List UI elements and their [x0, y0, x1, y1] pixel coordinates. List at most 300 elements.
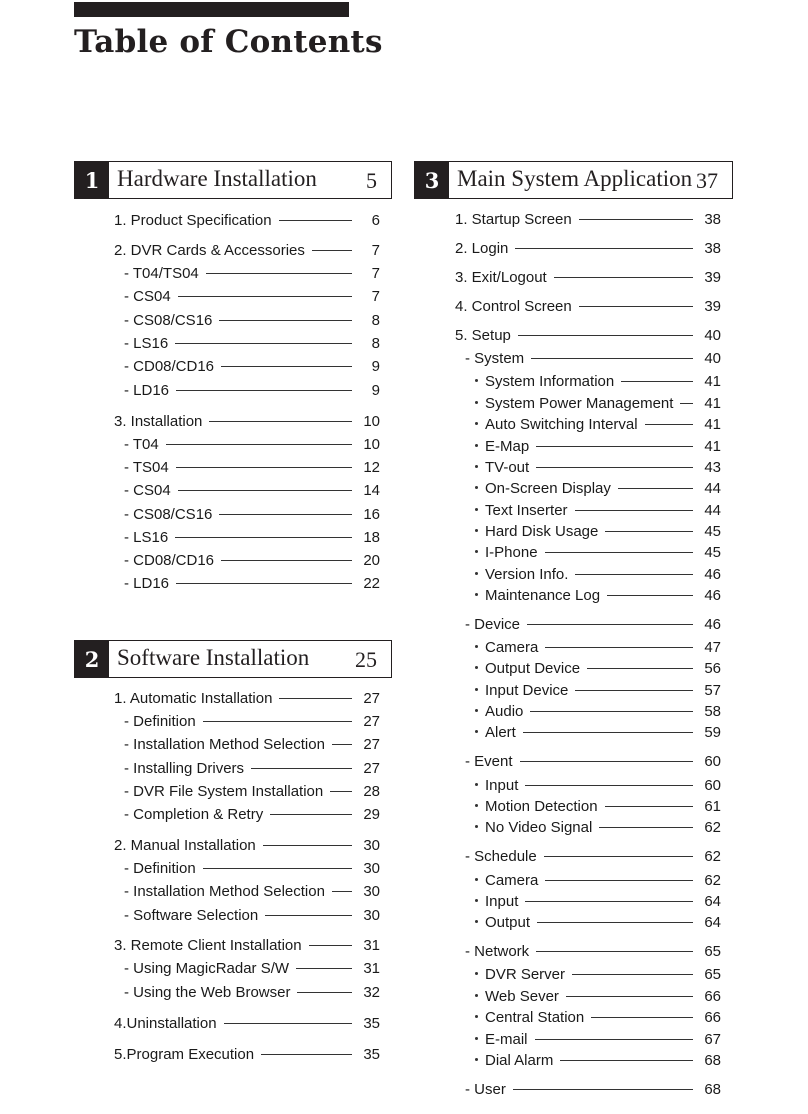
section-page: 25: [355, 647, 377, 672]
toc-entry-page: 40: [704, 349, 721, 367]
toc-entry-text: Input: [485, 892, 519, 910]
toc-entry-text: 2. DVR Cards & Accessories: [114, 241, 305, 259]
toc-entry-page: 6: [371, 211, 380, 229]
toc-entry-text: 3. Installation: [114, 412, 203, 430]
toc-entry[interactable]: [465, 846, 721, 866]
toc-entry-page: 30: [363, 859, 380, 877]
toc-entry-text: - Using the Web Browser: [124, 983, 291, 1001]
toc-entry[interactable]: [475, 817, 721, 837]
toc-entry-page: 46: [704, 565, 721, 583]
toc-entry-page: 44: [704, 501, 721, 519]
toc-entry-text: - Definition: [124, 859, 196, 877]
leader-line: [332, 891, 352, 892]
leader-line: [575, 574, 693, 575]
toc-entry-text: - Event: [465, 752, 513, 770]
toc-entry[interactable]: [124, 881, 380, 901]
toc-entry-page: 47: [704, 638, 721, 656]
toc-entry[interactable]: [475, 564, 721, 584]
toc-entry[interactable]: [455, 267, 721, 287]
toc-entry[interactable]: [124, 734, 380, 754]
toc-entry-text: Output: [485, 913, 531, 931]
toc-entry-page: 41: [704, 372, 721, 390]
leader-line: [515, 248, 693, 249]
toc-entry-label: [124, 713, 196, 730]
toc-entry[interactable]: [475, 775, 721, 795]
toc-entry-page: 59: [704, 723, 721, 741]
toc-entry-text: - Schedule: [465, 847, 537, 865]
toc-entry-label: [124, 760, 244, 777]
toc-entry[interactable]: [114, 1044, 380, 1064]
toc-entry[interactable]: [455, 296, 721, 316]
toc-entry-label: [475, 914, 530, 931]
leader-line: [265, 915, 352, 916]
leader-line: [645, 424, 693, 425]
toc-entry[interactable]: [475, 457, 721, 477]
toc-entry-page: 7: [371, 241, 380, 259]
toc-entry-page: 44: [704, 479, 721, 497]
section-header[interactable]: [74, 161, 392, 199]
toc-entry-page: 31: [363, 959, 380, 977]
leader-line: [176, 467, 352, 468]
toc-entry-label: [124, 960, 289, 977]
bullet-icon: [475, 465, 478, 468]
toc-entry-label: [465, 943, 529, 960]
toc-entry-page: 39: [704, 268, 721, 286]
toc-entry-text: I-Phone: [485, 543, 538, 561]
toc-entry-page: 18: [363, 528, 380, 546]
leader-line: [621, 381, 693, 382]
bullet-icon: [475, 645, 478, 648]
bullet-icon: [475, 972, 478, 975]
toc-entry[interactable]: [124, 504, 380, 524]
toc-entry-text: - CS04: [124, 287, 171, 305]
toc-entry[interactable]: [475, 436, 721, 456]
toc-entry-label: [475, 639, 538, 656]
bullet-icon: [475, 379, 478, 382]
toc-entry-page: 67: [704, 1030, 721, 1048]
leader-line: [270, 814, 352, 815]
toc-entry[interactable]: [124, 333, 380, 353]
bullet-icon: [475, 920, 478, 923]
toc-entry-label: [475, 502, 568, 519]
toc-entry-page: 45: [704, 543, 721, 561]
toc-entry-text: - Definition: [124, 712, 196, 730]
toc-entry[interactable]: [465, 614, 721, 634]
bullet-icon: [475, 804, 478, 807]
bullet-icon: [475, 572, 478, 575]
leader-line: [587, 668, 693, 669]
page-title: Table of Contents: [74, 24, 383, 60]
toc-entry-page: 14: [363, 481, 380, 499]
toc-entry-text: Text Inserter: [485, 501, 568, 519]
toc-entry-label: [114, 1015, 217, 1032]
leader-line: [525, 785, 693, 786]
toc-entry[interactable]: [465, 941, 721, 961]
toc-entry-text: - T04: [124, 435, 159, 453]
toc-entry[interactable]: [475, 478, 721, 498]
toc-entry[interactable]: [465, 348, 721, 368]
toc-entry-page: 12: [363, 458, 380, 476]
toc-entry-text: Hard Disk Usage: [485, 522, 599, 540]
toc-entry-text: 1. Automatic Installation: [114, 689, 273, 707]
toc-entry-page: 32: [363, 983, 380, 1001]
toc-entry-label: [475, 438, 529, 455]
toc-entry-page: 62: [704, 847, 721, 865]
toc-entry-text: - System: [465, 349, 525, 367]
section-page: 5: [366, 168, 377, 193]
toc-entry[interactable]: [114, 411, 380, 431]
toc-entry[interactable]: [475, 912, 721, 932]
leader-line: [176, 583, 352, 584]
toc-entry-page: 38: [704, 210, 721, 228]
bullet-icon: [475, 401, 478, 404]
toc-entry[interactable]: [114, 835, 380, 855]
toc-entry[interactable]: [455, 238, 721, 258]
toc-entry-page: 7: [371, 264, 380, 282]
toc-entry-text: - TS04: [124, 458, 169, 476]
toc-entry[interactable]: [124, 711, 380, 731]
toc-entry-page: 41: [704, 415, 721, 433]
section-header[interactable]: [74, 640, 392, 678]
toc-entry[interactable]: [475, 393, 721, 413]
section-number: 2: [75, 641, 109, 677]
toc-entry-page: 30: [363, 836, 380, 854]
leader-line: [513, 1089, 693, 1090]
toc-entry-label: [475, 703, 523, 720]
toc-entry[interactable]: [465, 1079, 721, 1099]
leader-line: [219, 514, 352, 515]
toc-entry-page: 27: [363, 735, 380, 753]
toc-entry[interactable]: [124, 434, 380, 454]
toc-entry-text: Dial Alarm: [485, 1051, 554, 1069]
leader-line: [536, 951, 693, 952]
toc-entry-page: 8: [371, 334, 380, 352]
toc-entry-text: System Information: [485, 372, 615, 390]
toc-entry-text: - Software Selection: [124, 906, 259, 924]
toc-entry[interactable]: [475, 701, 721, 721]
toc-entry-label: [124, 883, 325, 900]
toc-entry[interactable]: [124, 380, 380, 400]
bullet-icon: [475, 444, 478, 447]
toc-entry-text: - LD16: [124, 574, 170, 592]
leader-line: [203, 721, 352, 722]
toc-entry-text: Audio: [485, 702, 524, 720]
section-title: Main System Application: [457, 166, 693, 191]
toc-entry-label: [475, 660, 580, 677]
toc-entry-label: [465, 753, 513, 770]
leader-line: [591, 1017, 693, 1018]
leader-line: [575, 510, 693, 511]
toc-entry[interactable]: [124, 758, 380, 778]
toc-entry-label: [475, 966, 565, 983]
toc-entry-page: 68: [704, 1051, 721, 1069]
bullet-icon: [475, 783, 478, 786]
leader-line: [263, 845, 352, 846]
bullet-icon: [475, 1037, 478, 1040]
toc-entry[interactable]: [114, 1013, 380, 1033]
leader-line: [175, 537, 352, 538]
toc-entry-page: 65: [704, 965, 721, 983]
bullet-icon: [475, 899, 478, 902]
bullet-icon: [475, 486, 478, 489]
leader-line: [203, 868, 352, 869]
toc-entry-text: - Installation Method Selection: [124, 882, 325, 900]
toc-entry[interactable]: [124, 356, 380, 376]
toc-entry-text: Web Sever: [485, 987, 559, 1005]
toc-entry-page: 60: [704, 776, 721, 794]
toc-entry-page: 41: [704, 394, 721, 412]
toc-entry[interactable]: [124, 527, 380, 547]
toc-entry-label: [124, 436, 159, 453]
toc-entry[interactable]: [455, 209, 721, 229]
toc-entry-label: [455, 211, 572, 228]
leader-line: [680, 403, 693, 404]
toc-entry-label: [124, 312, 212, 329]
toc-entry-page: 7: [371, 287, 380, 305]
toc-entry-label: [124, 506, 212, 523]
toc-entry-label: [124, 358, 214, 375]
toc-entry-page: 60: [704, 752, 721, 770]
toc-entry-text: Version Info.: [485, 565, 569, 583]
toc-entry-label: [114, 1046, 254, 1063]
toc-entry[interactable]: [475, 521, 721, 541]
leader-line: [296, 968, 352, 969]
toc-entry-page: 16: [363, 505, 380, 523]
toc-entry[interactable]: [475, 722, 721, 742]
toc-entry-label: [114, 242, 305, 259]
toc-entry-label: [114, 837, 256, 854]
toc-entry-text: 2. Login: [455, 239, 509, 257]
toc-entry[interactable]: [475, 680, 721, 700]
toc-entry[interactable]: [124, 480, 380, 500]
toc-entry-label: [124, 552, 214, 569]
toc-entry-page: 46: [704, 586, 721, 604]
toc-entry[interactable]: [475, 542, 721, 562]
toc-entry-page: 65: [704, 942, 721, 960]
toc-entry-text: Alert: [485, 723, 516, 741]
toc-entry[interactable]: [124, 263, 380, 283]
toc-entry-label: [475, 566, 568, 583]
toc-entry-label: [124, 382, 169, 399]
toc-entry-text: 3. Exit/Logout: [455, 268, 547, 286]
toc-entry-page: 61: [704, 797, 721, 815]
toc-entry-label: [455, 327, 511, 344]
leader-line: [312, 250, 352, 251]
toc-entry-page: 64: [704, 913, 721, 931]
toc-entry-text: 1. Startup Screen: [455, 210, 572, 228]
toc-entry-page: 38: [704, 239, 721, 257]
leader-line: [178, 490, 352, 491]
leader-line: [206, 273, 352, 274]
toc-entry-page: 27: [363, 689, 380, 707]
leader-line: [332, 744, 352, 745]
toc-entry[interactable]: [114, 240, 380, 260]
toc-entry[interactable]: [124, 286, 380, 306]
leader-line: [545, 552, 693, 553]
bullet-icon: [475, 422, 478, 425]
toc-entry[interactable]: [124, 958, 380, 978]
section-header[interactable]: [414, 161, 733, 199]
leader-line: [178, 296, 352, 297]
toc-entry-label: [475, 544, 538, 561]
toc-entry-label: [124, 482, 171, 499]
toc-entry-text: - DVR File System Installation: [124, 782, 324, 800]
toc-entry-text: - CS08/CS16: [124, 505, 213, 523]
toc-entry-text: - Network: [465, 942, 530, 960]
toc-entry[interactable]: [475, 986, 721, 1006]
toc-entry-page: 56: [704, 659, 721, 677]
toc-entry-text: - CD08/CD16: [124, 357, 215, 375]
leader-line: [579, 219, 693, 220]
toc-entry-text: TV-out: [485, 458, 530, 476]
toc-entry[interactable]: [124, 457, 380, 477]
toc-entry[interactable]: [114, 688, 380, 708]
bullet-icon: [475, 593, 478, 596]
bullet-icon: [475, 1058, 478, 1061]
leader-line: [536, 467, 693, 468]
leader-line: [579, 306, 693, 307]
bullet-icon: [475, 688, 478, 691]
toc-entry-page: 39: [704, 297, 721, 315]
bullet-icon: [475, 508, 478, 511]
toc-entry[interactable]: [124, 573, 380, 593]
toc-entry-text: - T04/TS04: [124, 264, 199, 282]
leader-line: [575, 690, 693, 691]
toc-entry[interactable]: [124, 858, 380, 878]
toc-entry-text: - Installing Drivers: [124, 759, 245, 777]
toc-entry-label: [475, 777, 518, 794]
leader-line: [523, 732, 693, 733]
leader-line: [520, 761, 693, 762]
toc-entry-text: - CD08/CD16: [124, 551, 215, 569]
toc-entry-text: 2. Manual Installation: [114, 836, 256, 854]
toc-entry[interactable]: [124, 310, 380, 330]
toc-entry-label: [475, 872, 538, 889]
toc-entry-label: [475, 1031, 528, 1048]
leader-line: [599, 827, 693, 828]
toc-entry-label: [475, 682, 568, 699]
section-number: 3: [415, 162, 449, 198]
leader-line: [518, 335, 693, 336]
bullet-icon: [475, 666, 478, 669]
toc-entry[interactable]: [475, 1029, 721, 1049]
toc-entry[interactable]: [475, 1050, 721, 1070]
toc-entry-page: 31: [363, 936, 380, 954]
toc-entry[interactable]: [475, 371, 721, 391]
toc-entry-page: 58: [704, 702, 721, 720]
title-bar-decoration: [74, 2, 349, 17]
toc-entry[interactable]: [124, 982, 380, 1002]
leader-line: [279, 220, 352, 221]
leader-line: [554, 277, 693, 278]
toc-entry-page: 66: [704, 987, 721, 1005]
toc-entry-text: - Device: [465, 615, 521, 633]
toc-entry[interactable]: [124, 804, 380, 824]
toc-entry[interactable]: [475, 585, 721, 605]
toc-entry-text: Central Station: [485, 1008, 585, 1026]
toc-entry[interactable]: [475, 870, 721, 890]
toc-entry-page: 22: [363, 574, 380, 592]
toc-entry-page: 27: [363, 759, 380, 777]
toc-entry-label: [475, 819, 592, 836]
toc-entry-label: [124, 806, 263, 823]
toc-entry-page: 66: [704, 1008, 721, 1026]
toc-entry[interactable]: [124, 781, 380, 801]
toc-entry[interactable]: [475, 414, 721, 434]
toc-entry-page: 35: [363, 1045, 380, 1063]
leader-line: [618, 488, 693, 489]
toc-entry-text: - Completion & Retry: [124, 805, 264, 823]
toc-entry-label: [475, 798, 598, 815]
toc-entry[interactable]: [475, 637, 721, 657]
bullet-icon: [475, 529, 478, 532]
leader-line: [166, 444, 352, 445]
toc-entry[interactable]: [455, 325, 721, 345]
bullet-icon: [475, 878, 478, 881]
toc-entry[interactable]: [475, 964, 721, 984]
toc-entry[interactable]: [475, 500, 721, 520]
toc-entry-label: [124, 984, 290, 1001]
toc-entry[interactable]: [124, 905, 380, 925]
toc-entry-page: 68: [704, 1080, 721, 1098]
toc-entry-label: [124, 265, 199, 282]
toc-entry-page: 45: [704, 522, 721, 540]
section-number: 1: [75, 162, 109, 198]
toc-entry-page: 35: [363, 1014, 380, 1032]
toc-entry-page: 10: [363, 412, 380, 430]
toc-entry[interactable]: [475, 796, 721, 816]
toc-entry-text: System Power Management: [485, 394, 674, 412]
leader-line: [221, 560, 352, 561]
toc-entry-label: [475, 395, 673, 412]
leader-line: [175, 343, 352, 344]
bullet-icon: [475, 825, 478, 828]
toc-entry-text: Auto Switching Interval: [485, 415, 638, 433]
toc-entry[interactable]: [475, 891, 721, 911]
toc-entry[interactable]: [475, 1007, 721, 1027]
toc-entry-text: 3. Remote Client Installation: [114, 936, 302, 954]
toc-entry-page: 20: [363, 551, 380, 569]
leader-line: [530, 711, 693, 712]
toc-entry-text: - LS16: [124, 528, 169, 546]
leader-line: [531, 358, 693, 359]
toc-entry-label: [124, 335, 168, 352]
toc-entry-text: 4. Control Screen: [455, 297, 572, 315]
toc-entry-text: E-Map: [485, 437, 530, 455]
toc-entry-page: 46: [704, 615, 721, 633]
bullet-icon: [475, 550, 478, 553]
toc-entry-label: [455, 298, 572, 315]
leader-line: [309, 945, 352, 946]
toc-entry[interactable]: [124, 550, 380, 570]
toc-entry[interactable]: [475, 658, 721, 678]
toc-entry-page: 40: [704, 326, 721, 344]
toc-entry-page: 28: [363, 782, 380, 800]
toc-entry-label: [124, 860, 196, 877]
toc-entry-label: [465, 350, 524, 367]
leader-line: [221, 366, 352, 367]
toc-entry[interactable]: [465, 751, 721, 771]
toc-entry-text: - Using MagicRadar S/W: [124, 959, 290, 977]
toc-entry-text: - LS16: [124, 334, 169, 352]
toc-entry-text: - Installation Method Selection: [124, 735, 325, 753]
toc-entry-text: DVR Server: [485, 965, 566, 983]
toc-entry[interactable]: [114, 210, 380, 230]
toc-entry[interactable]: [114, 935, 380, 955]
toc-entry-text: Motion Detection: [485, 797, 598, 815]
toc-entry-text: - User: [465, 1080, 506, 1098]
toc-entry-label: [475, 1052, 553, 1069]
